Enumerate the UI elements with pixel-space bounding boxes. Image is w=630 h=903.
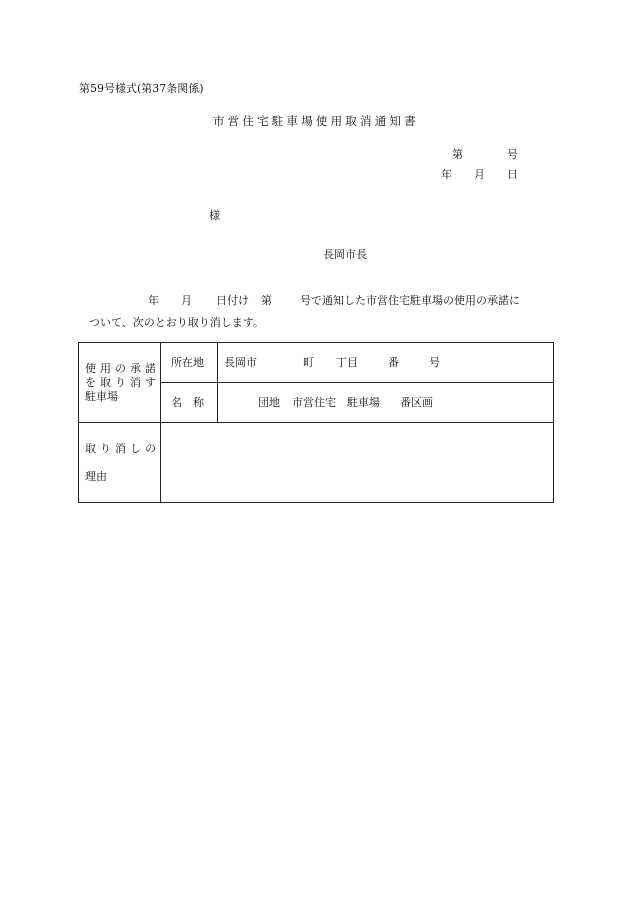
header-line-3: 駐車場 bbox=[85, 389, 118, 403]
location-city: 長岡市 bbox=[224, 355, 257, 369]
body-dated: 日付け bbox=[216, 294, 249, 307]
location-label: 所在地 bbox=[161, 343, 218, 383]
body-line-1 bbox=[148, 292, 520, 308]
name-section: 番区画 bbox=[400, 395, 433, 409]
name-label: 名 称 bbox=[161, 383, 218, 423]
reason-label-line-1: 取り消しの bbox=[85, 441, 160, 455]
form-number: 第59号様式(第37条関係) bbox=[79, 82, 204, 95]
location-row bbox=[79, 343, 554, 383]
sender-name: 長岡市長 bbox=[323, 248, 367, 261]
body-dai: 第 bbox=[261, 294, 272, 307]
location-go: 号 bbox=[429, 355, 440, 369]
document-number-line bbox=[452, 146, 518, 162]
target-parking-header bbox=[79, 343, 161, 423]
reason-row bbox=[79, 423, 554, 503]
name-danchi: 団地 bbox=[258, 395, 280, 409]
reason-value bbox=[161, 423, 554, 503]
location-ban: 番 bbox=[388, 355, 399, 369]
date-year-label: 年 bbox=[441, 168, 452, 181]
date-line bbox=[441, 166, 518, 182]
number-dai-label: 第 bbox=[452, 148, 463, 161]
document-title: 市営住宅駐車場使用取消通知書 bbox=[213, 114, 419, 128]
name-value bbox=[218, 383, 554, 423]
header-line-2: を取り消す bbox=[85, 375, 160, 389]
body-rest: 号で通知した市営住宅駐車場の使用の承諾に bbox=[300, 294, 520, 307]
reason-label-line-2: 理由 bbox=[85, 469, 107, 483]
body-line-2: ついて、次のとおり取り消します。 bbox=[89, 316, 264, 329]
recipient-suffix: 様 bbox=[209, 209, 220, 222]
header-line-1: 使用の承諾 bbox=[85, 361, 160, 375]
location-chome: 丁目 bbox=[336, 355, 358, 369]
reason-label bbox=[79, 423, 161, 503]
date-month-label: 月 bbox=[474, 168, 485, 181]
number-go-label: 号 bbox=[507, 148, 518, 161]
location-town: 町 bbox=[303, 355, 314, 369]
name-jutaku: 市営住宅 bbox=[292, 395, 336, 409]
body-month: 月 bbox=[181, 294, 192, 307]
date-day-label: 日 bbox=[507, 168, 518, 181]
name-parking: 駐車場 bbox=[347, 395, 380, 409]
notice-table bbox=[78, 342, 554, 503]
body-year: 年 bbox=[148, 294, 159, 307]
location-value bbox=[218, 343, 554, 383]
